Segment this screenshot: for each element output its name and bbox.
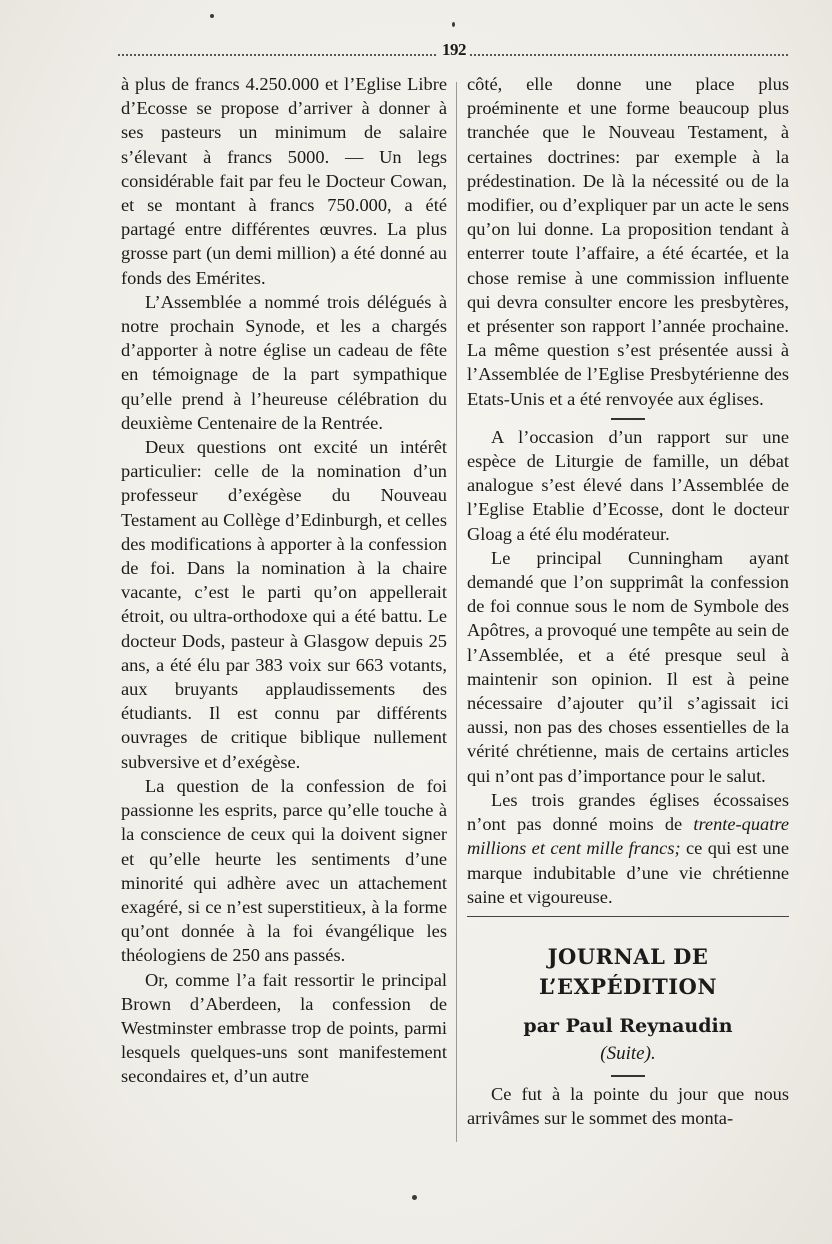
paragraph: Le principal Cunningham ayant demandé que l’on supprimât la confession de foi connue sous le nom de Symbole des Apôtres, a provoqué une tempête au sein de l’Assemblée, et a été presque seul à maintenir son opinion. Il est à peine nécessaire d’ajouter qu’il s’agissait ici aussi, non pas des choses essentielles de la vérité chrétienne, mais de certains articles qui n’ont pas d’importance pour le salut.	[467, 547, 789, 786]
ink-speck	[412, 1195, 417, 1200]
small-separator	[467, 411, 789, 425]
right-column	[467, 72, 789, 1130]
italic-amount: trente-quatre millions et cent mille francs;	[467, 814, 789, 859]
paragraph: Or, comme l’a fait ressortir le principal Brown d’Aberdeen, la confession de Westminster embrasse trop de points, parmi lesquels quelques-uns sont manifestement secondaires et, d’un autre	[121, 969, 447, 1087]
paragraph: A l’occasion d’un rapport sur une espèce de Liturgie de famille, un débat analogue s’est élevé dans l’Assemblée de l’Eglise Etablie d’Ecosse, dont le docteur Gloag a été élu modérateur.	[467, 426, 789, 544]
column-divider	[456, 82, 457, 1142]
paragraph-text: ce qui est une marque indubitable d’une vie chrétienne saine et vigoureuse.	[467, 838, 790, 907]
paragraph: Ce fut à la pointe du jour que nous arrivâmes sur le sommet des monta-	[467, 1083, 789, 1129]
paragraph: La question de la confession de foi passionne les esprits, parce qu’elle touche à la conscience de ceux qui la doivent signer et qu’elle heurte les sentiments d’une minorité qui adhère avec un attachement exagéré, si ce n’est superstitieux, à la forme qu’ont donnée à la foi évangélique les théologiens de 250 ans passés.	[121, 775, 447, 966]
small-separator	[467, 1068, 789, 1082]
section-title: JOURNAL DE L’EXPÉDITION	[538, 943, 718, 999]
paragraph: à plus de francs 4.250.000 et l’Eglise Libre d’Ecosse se propose d’arriver à donner à ses pasteurs un minimum de salaire s’élevant à francs 5000. — Un legs considérable fait par feu le Docteur Cowan, et se montant à francs 750.000, a été partagé entre différentes œuvres. La plus grosse part (un demi million) a été donné au fonds des Emérites.	[121, 74, 447, 288]
header-rule-left	[118, 54, 436, 56]
paragraph: côté, elle donne une place plus proéminente et une forme beaucoup plus tranchée que le Nouveau Testament, à certaines doctrines: par exemple à la prédestination. De là la nécessité ou de la modifier, ou d’expliquer par un acte le sens qu’on lui donne. La proposition tendant à enterrer toute l’affaire, a été écartée, et la chose remise à une commission influente qui devra consulter encore les presbytères, et présenter son rapport l’année prochaine. La même question s’est présentée aussi à l’Assemblée de l’Eglise Presbytérienne des Etats-Unis et a été renvoyée aux églises.	[467, 74, 789, 409]
paragraph-text: Les trois grandes églises écossaises n’ont pas donné moins de	[467, 789, 789, 835]
paragraph	[467, 788, 789, 909]
page-header	[118, 40, 788, 66]
ink-speck	[452, 22, 455, 27]
page-number: 192	[442, 40, 466, 59]
left-column	[121, 72, 447, 1089]
section-rule	[467, 916, 789, 930]
paragraph: Deux questions ont excité un intérêt particulier: celle de la nomination d’un professeur d’exégèse du Nouveau Testament au Collège d’Edinburgh, et celles des modifications à apporter à la confession de foi. Dans la nomination à la chaire vacante, c’est le parti qu’on appellerait étroit, ou ultra-orthodoxe qui a été battu. Le docteur Dods, pasteur à Glasgow depuis 25 ans, a été élu par 383 voix sur 663 votants, aux bruyants applaudissements des étudiants. Il est connu par différents ouvrages de critique biblique nullement subversive et d’exégèse.	[121, 437, 447, 772]
header-rule-right	[470, 54, 788, 56]
section-suite: (Suite).	[600, 1042, 656, 1064]
section-author: par Paul Reynaudin	[523, 1014, 733, 1037]
paragraph: L’Assemblée a nommé trois délégués à notre prochain Synode, et les a chargés d’apporter à notre église un cadeau de fête en témoignage de la part sympathique qu’elle prend à l’heureuse célébration du deuxième Centenaire de la Rentrée.	[121, 291, 447, 433]
ink-speck	[210, 14, 214, 18]
